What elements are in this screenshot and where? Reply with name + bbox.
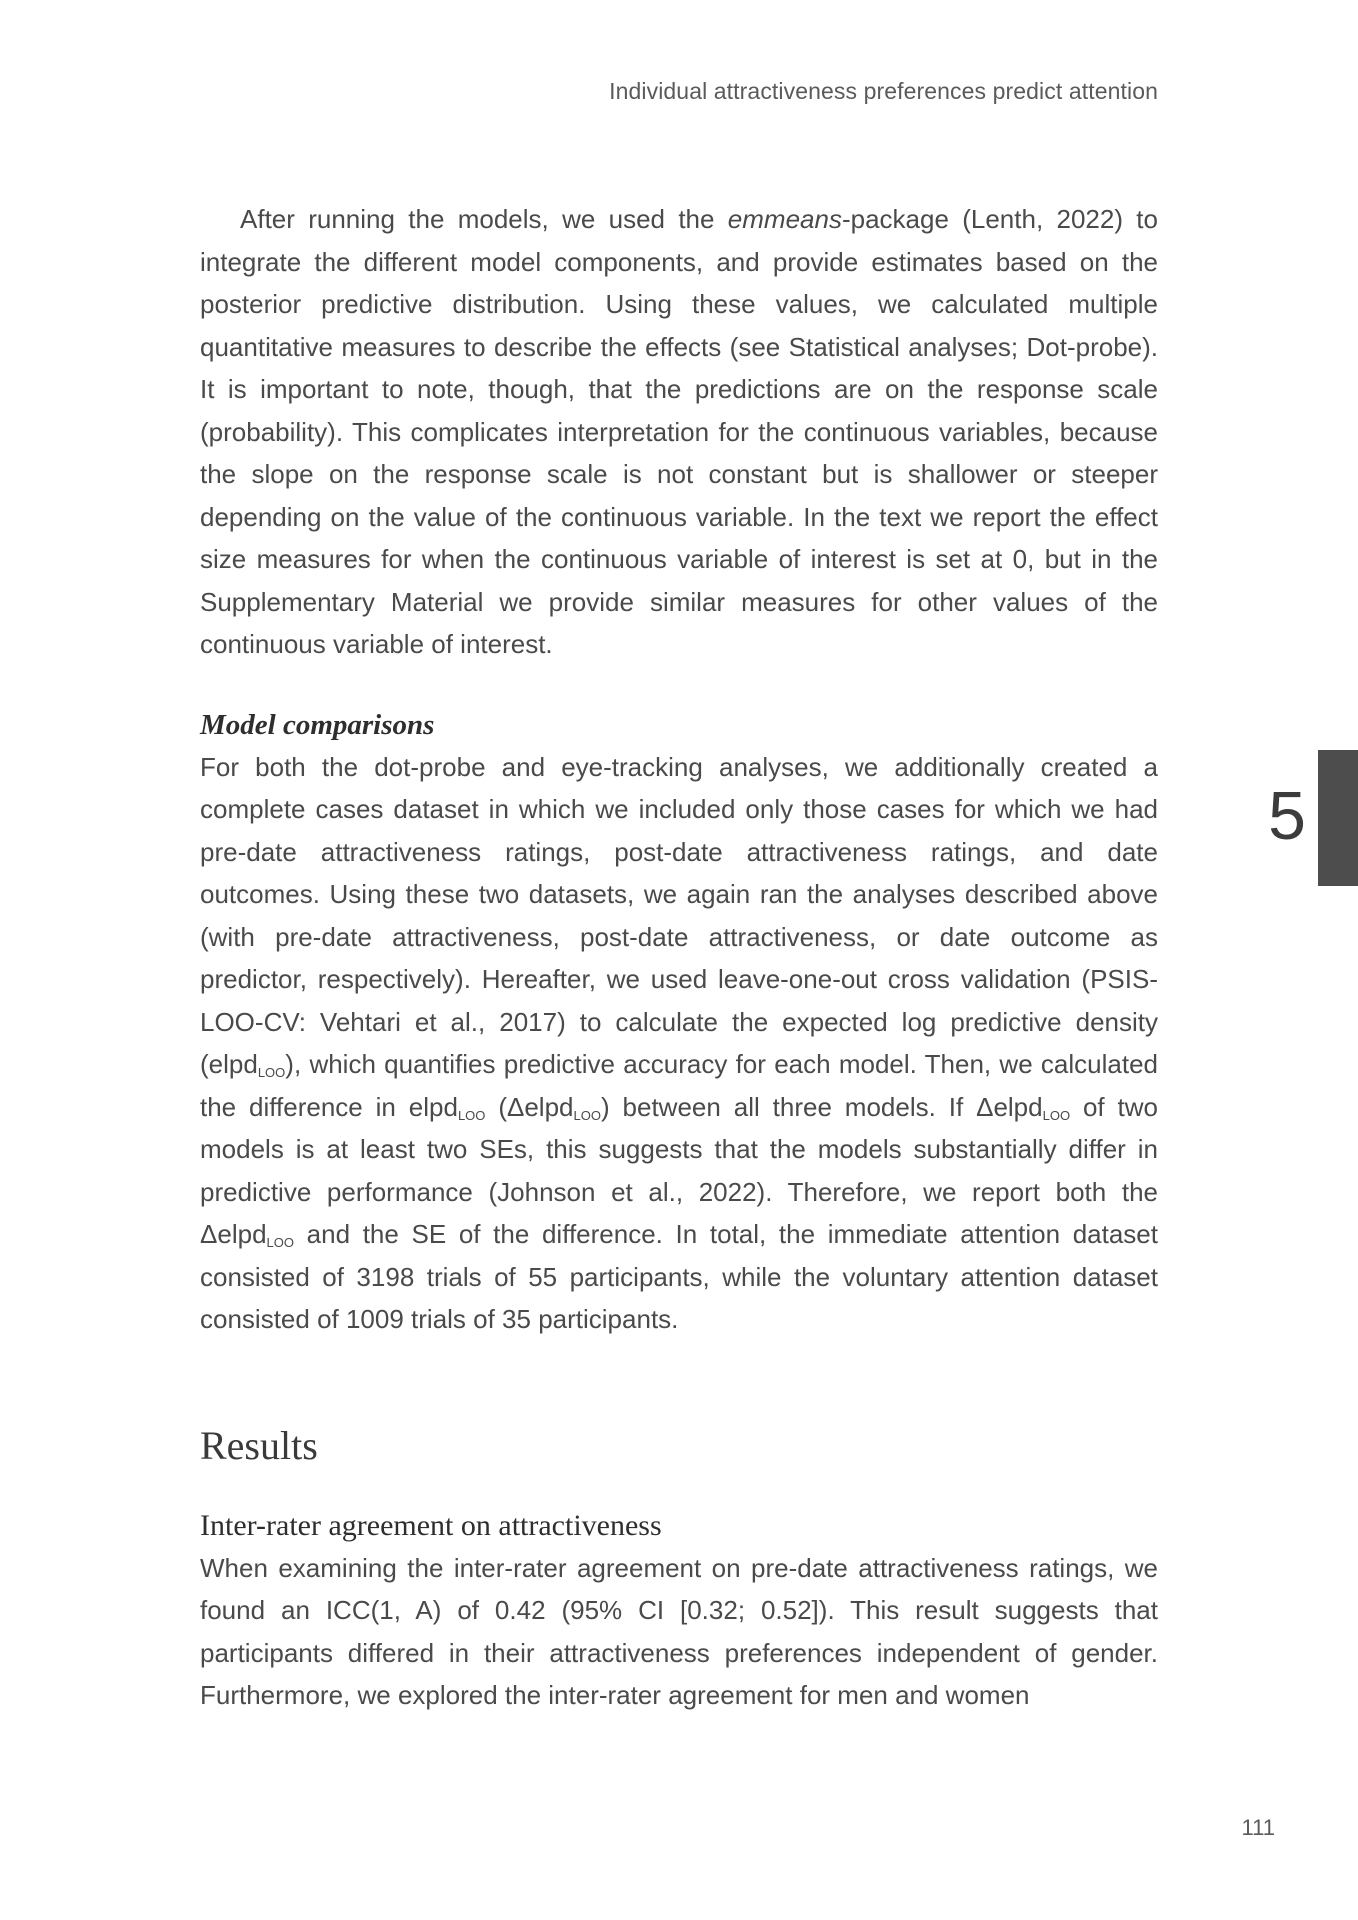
- chapter-number: 5: [1268, 778, 1306, 854]
- page-number: 111: [1241, 1815, 1275, 1840]
- paragraph-emmeans: [200, 198, 1158, 666]
- para1-rest: -package (Lenth, 2022) to integrate the different model components, and provide estimates based on the posterior predictive distribution. Using these values, we calculated multiple quantitative measures to describe the effects (see Statistical analyses; Dot-probe). It is important to note, though, that the predictions are on the response scale (probability). This complicates interpretation for the continuous variables, because the slope on the response scale is not constant but is shallower or steeper depending on the value of the continuous variable. In the text we report the effect size measures for when the continuous variable of interest is set at 0, but in the Supplementary Material we provide similar measures for other values of the continuous variable of interest.: [200, 204, 1158, 659]
- mc-text-1: For both the dot-probe and eye-tracking analyses, we additionally created a complete cases dataset in which we included only those cases for which we had pre-date attractiveness ratings, post-date attractiveness ratings, and date outcomes. Using these two datasets, we again ran the analyses described above (with pre-date attractiveness, post-date attractiveness, or date outcome as predictor, respectively). Hereafter, we used leave-one-out cross validation (PSIS-LOO-CV: Vehtari et al., 2017) to calculate the expected log predictive density (elpd: [200, 751, 1158, 1079]
- mc-text-2: ), which quantifies predictive accuracy for each model. Then, we calculated the difference in elpd: [200, 1049, 1158, 1122]
- chapter-tab: [1318, 750, 1358, 886]
- subsection-title-model-comparisons: Model comparisons: [200, 708, 435, 741]
- mc-text-4: ) between all three models. If Δelpd: [600, 1091, 1043, 1122]
- package-name: emmeans: [727, 204, 842, 234]
- subscript-loo: LOO: [457, 1107, 486, 1123]
- mc-text-3: (Δelpd: [485, 1091, 574, 1122]
- subscript-loo: LOO: [573, 1107, 601, 1123]
- subscript-loo: LOO: [1042, 1107, 1071, 1123]
- paragraph-model-comparisons: [200, 746, 1158, 1341]
- mc-text-6: and the SE of the difference. In total, the immediate attention dataset consisted of 3198 trials of 55 participants, while the voluntary attention dataset consisted of 1009 trials of 35 participants.: [200, 1219, 1158, 1334]
- subscript-loo: LOO: [257, 1065, 286, 1080]
- page-body: [200, 198, 1158, 1717]
- running-header: Individual attractiveness preferences predict attention: [609, 78, 1158, 104]
- mc-text-5: of two models is at least two SEs, this suggests that the models substantially differ in predictive performance (Johnson et al., 2022). Therefore, we report both the Δelpd: [200, 1091, 1159, 1249]
- subscript-loo: LOO: [266, 1235, 294, 1250]
- paragraph-inter-rater: When examining the inter-rater agreement on pre-date attractiveness ratings, we found an ICC(1, A) of 0.42 (95% CI [0.32; 0.52]). This result suggests that participants differed in their attractiveness preferences independent of gender. Furthermore, we explored the inter-rater agreement for men and women: [200, 1552, 1158, 1710]
- para1-lead: After running the models, we used the: [240, 204, 728, 234]
- section-title-results: Results: [200, 1422, 318, 1468]
- subheading-inter-rater: Inter-rater agreement on attractiveness: [200, 1508, 662, 1542]
